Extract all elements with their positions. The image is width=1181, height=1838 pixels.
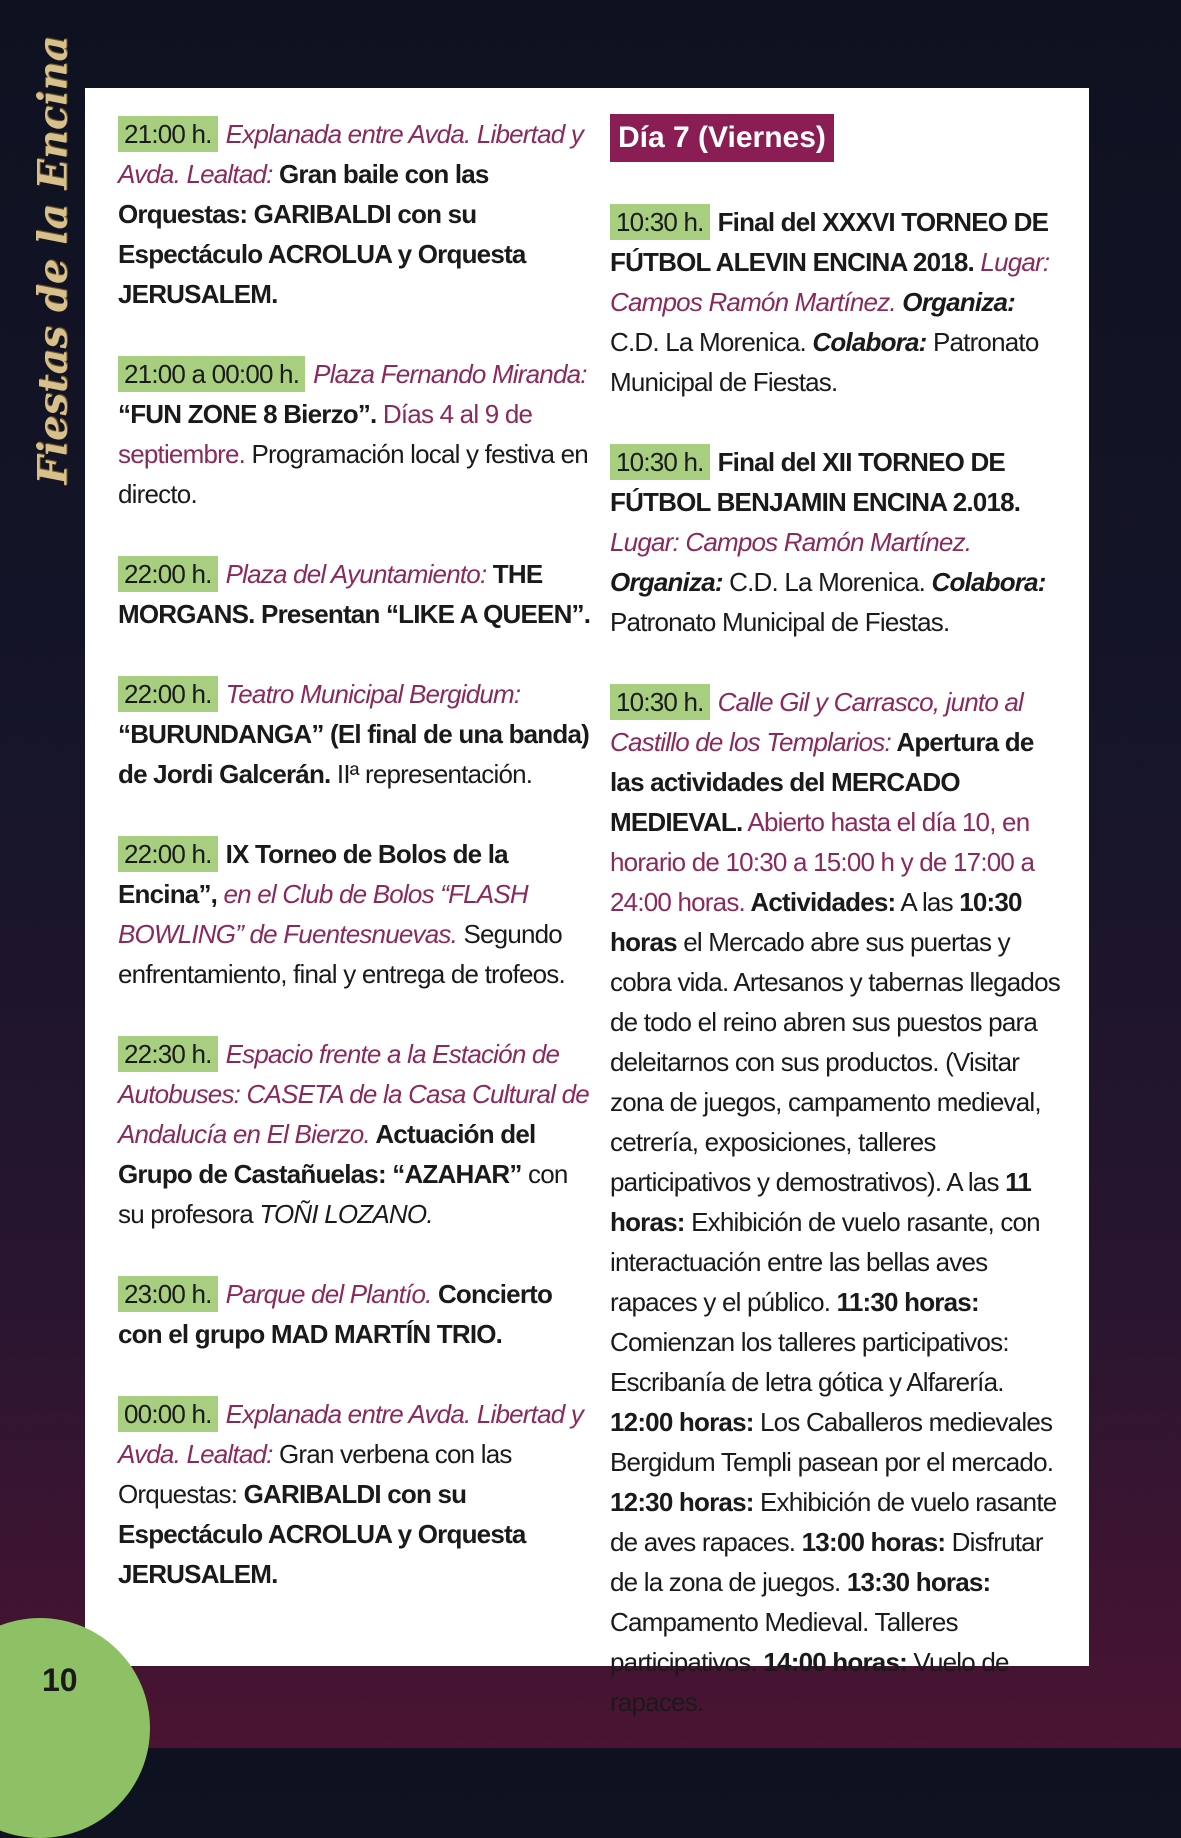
event-entry xyxy=(118,674,593,794)
event-entry xyxy=(118,1034,593,1234)
organizer: C.D. La Morenica. xyxy=(610,327,806,357)
event-entry xyxy=(118,1394,593,1594)
event-place: en el Club de Bolos “FLASH BOWLING” de Fuentesnuevas. xyxy=(118,879,528,949)
event-place: Teatro Municipal Bergidum: xyxy=(225,679,521,709)
activity-time: 11 horas: xyxy=(610,1167,1031,1237)
event-title: Concierto con el grupo MAD MARTÍN TRIO. xyxy=(118,1279,553,1349)
organizer: C.D. La Morenica. xyxy=(722,567,926,597)
event-description: con su profesora xyxy=(118,1159,568,1229)
event-title: “FUN ZONE 8 Bierzo”. xyxy=(118,399,377,429)
activity-time: 12:30 horas: xyxy=(610,1487,754,1517)
event-description: Programación local y festiva en directo. xyxy=(118,439,588,509)
event-description: Segundo enfrentamiento, final y entrega de trofeos. xyxy=(118,919,565,989)
event-title: “BURUNDANGA” (El final de una banda) de Jordi Galcerán. xyxy=(118,719,589,789)
activity-text: Exhibición de vuelo rasante, con interactuación entre las bellas aves rapaces y el público. xyxy=(610,1207,1040,1317)
event-description: Gran baile con las Orquestas: GARIBALDI con su Espectáculo ACROLUA y Orquesta JERUSALEM. xyxy=(118,159,526,309)
event-time: 10:30 h. xyxy=(610,684,710,720)
event-entry xyxy=(610,202,1065,402)
event-place: Lugar: Campos Ramón Martínez. xyxy=(610,247,1050,317)
event-place: Espacio frente a la Estación de Autobuses: CASETA de la Casa Cultural de Andalucía en El Bierzo. xyxy=(118,1039,589,1149)
event-time: 22:00 h. xyxy=(118,676,218,712)
event-title: Apertura de las actividades del MERCADO MEDIEVAL. xyxy=(610,727,1034,837)
event-time: 21:00 h. xyxy=(118,116,218,152)
activity-time: 13:30 horas: xyxy=(846,1567,991,1597)
left-column xyxy=(118,114,593,1634)
event-time: 21:00 a 00:00 h. xyxy=(118,356,305,392)
event-place: Explanada entre Avda. Libertad y Avda. Lealtad: xyxy=(118,119,584,189)
activity-time: 11:30 horas: xyxy=(836,1287,979,1317)
sidebar-title-text: Fiestas de la Encina xyxy=(29,35,77,485)
event-entry xyxy=(118,1274,593,1354)
program-page xyxy=(85,88,1089,1717)
event-title: IX Torneo de Bolos de la Encina”, xyxy=(118,839,508,909)
event-title: THE MORGANS. Presentan “LIKE A QUEEN”. xyxy=(118,559,591,629)
event-title: Actuación del Grupo de Castañuelas: “AZAHAR” xyxy=(118,1119,536,1189)
event-time: 22:30 h. xyxy=(118,1036,218,1072)
collaborator-label: Colabora: xyxy=(925,567,1046,597)
event-entry xyxy=(118,354,593,514)
organizer-label: Organiza: xyxy=(610,567,723,597)
event-dates: Días 4 al 9 de septiembre. xyxy=(118,399,533,469)
event-title: Final del XII TORNEO DE FÚTBOL BENJAMIN ENCINA 2.018. xyxy=(610,447,1021,517)
activities-label: Actividades: xyxy=(744,887,896,917)
event-person: TOÑI LOZANO. xyxy=(259,1199,433,1229)
event-time: 10:30 h. xyxy=(610,444,710,480)
event-place: Calle Gil y Carrasco, junto al Castillo de los Templarios: xyxy=(610,687,1024,757)
activity-text: Los Caballeros medievales Bergidum Templi pasean por el mercado. xyxy=(610,1407,1054,1477)
organizer-label: Organiza: xyxy=(895,287,1015,317)
event-description: IIª representación. xyxy=(330,759,533,789)
event-description: Gran verbena con las Orquestas: xyxy=(118,1439,512,1509)
event-title: Final del XXXVI TORNEO DE FÚTBOL ALEVIN ENCINA 2018. xyxy=(610,207,1049,277)
collaborator-label: Colabora: xyxy=(805,327,927,357)
day-header: Día 7 (Viernes) xyxy=(610,114,834,162)
page-number: 10 xyxy=(42,1662,78,1698)
collaborator: Patronato Municipal de Fiestas. xyxy=(610,327,1039,397)
activity-text: A las xyxy=(895,887,960,917)
event-place: Parque del Plantío. xyxy=(225,1279,432,1309)
activity-time: 14:00 horas: xyxy=(763,1647,907,1677)
event-entry xyxy=(610,682,1065,1722)
activity-time: 10:30 horas xyxy=(610,887,1022,957)
event-time: 22:00 h. xyxy=(118,836,218,872)
activity-text: Campamento Medieval. Talleres participativos. xyxy=(610,1607,958,1677)
activity-time: 13:00 horas: xyxy=(801,1527,946,1557)
right-column xyxy=(610,114,1065,1762)
activity-text: el Mercado abre sus puertas y cobra vida. Artesanos y tabernas llegados de todo el reino abren sus puestos para deleitarnos con sus productos. (Visitar zona de juegos, campamento medieval, cetrería, exposiciones, talleres participativos y demostrativos). A las xyxy=(610,927,1060,1197)
event-title: GARIBALDI con su Espectáculo ACROLUA y Orquesta JERUSALEM. xyxy=(118,1479,526,1589)
event-entry xyxy=(118,554,593,634)
event-place: Plaza del Ayuntamiento: xyxy=(225,559,487,589)
event-entry xyxy=(118,834,593,994)
event-time: 23:00 h. xyxy=(118,1276,218,1312)
collaborator: Patronato Municipal de Fiestas. xyxy=(610,607,950,637)
activity-text: Vuelo de rapaces. xyxy=(610,1647,1009,1717)
activity-text: Comienzan los talleres participativos: Escribanía de letra gótica y Alfarería. xyxy=(610,1327,1009,1397)
event-place: Lugar: Campos Ramón Martínez. xyxy=(610,527,972,557)
event-time: 22:00 h. xyxy=(118,556,218,592)
event-hours: Abierto hasta el día 10, en horario de 10:30 a 15:00 h y de 17:00 a 24:00 horas. xyxy=(610,807,1035,917)
activity-text: Disfrutar de la zona de juegos. xyxy=(610,1527,1043,1597)
event-entry xyxy=(118,114,593,314)
event-place: Explanada entre Avda. Libertad y Avda. Lealtad: xyxy=(118,1399,584,1469)
event-entry xyxy=(610,442,1065,642)
event-place: Plaza Fernando Miranda: xyxy=(313,359,587,389)
event-time: 00:00 h. xyxy=(118,1396,218,1432)
sidebar-title xyxy=(18,35,88,485)
activity-text: Exhibición de vuelo rasante de aves rapaces. xyxy=(610,1487,1057,1557)
activity-time: 12:00 horas: xyxy=(610,1407,754,1437)
event-time: 10:30 h. xyxy=(610,204,710,240)
